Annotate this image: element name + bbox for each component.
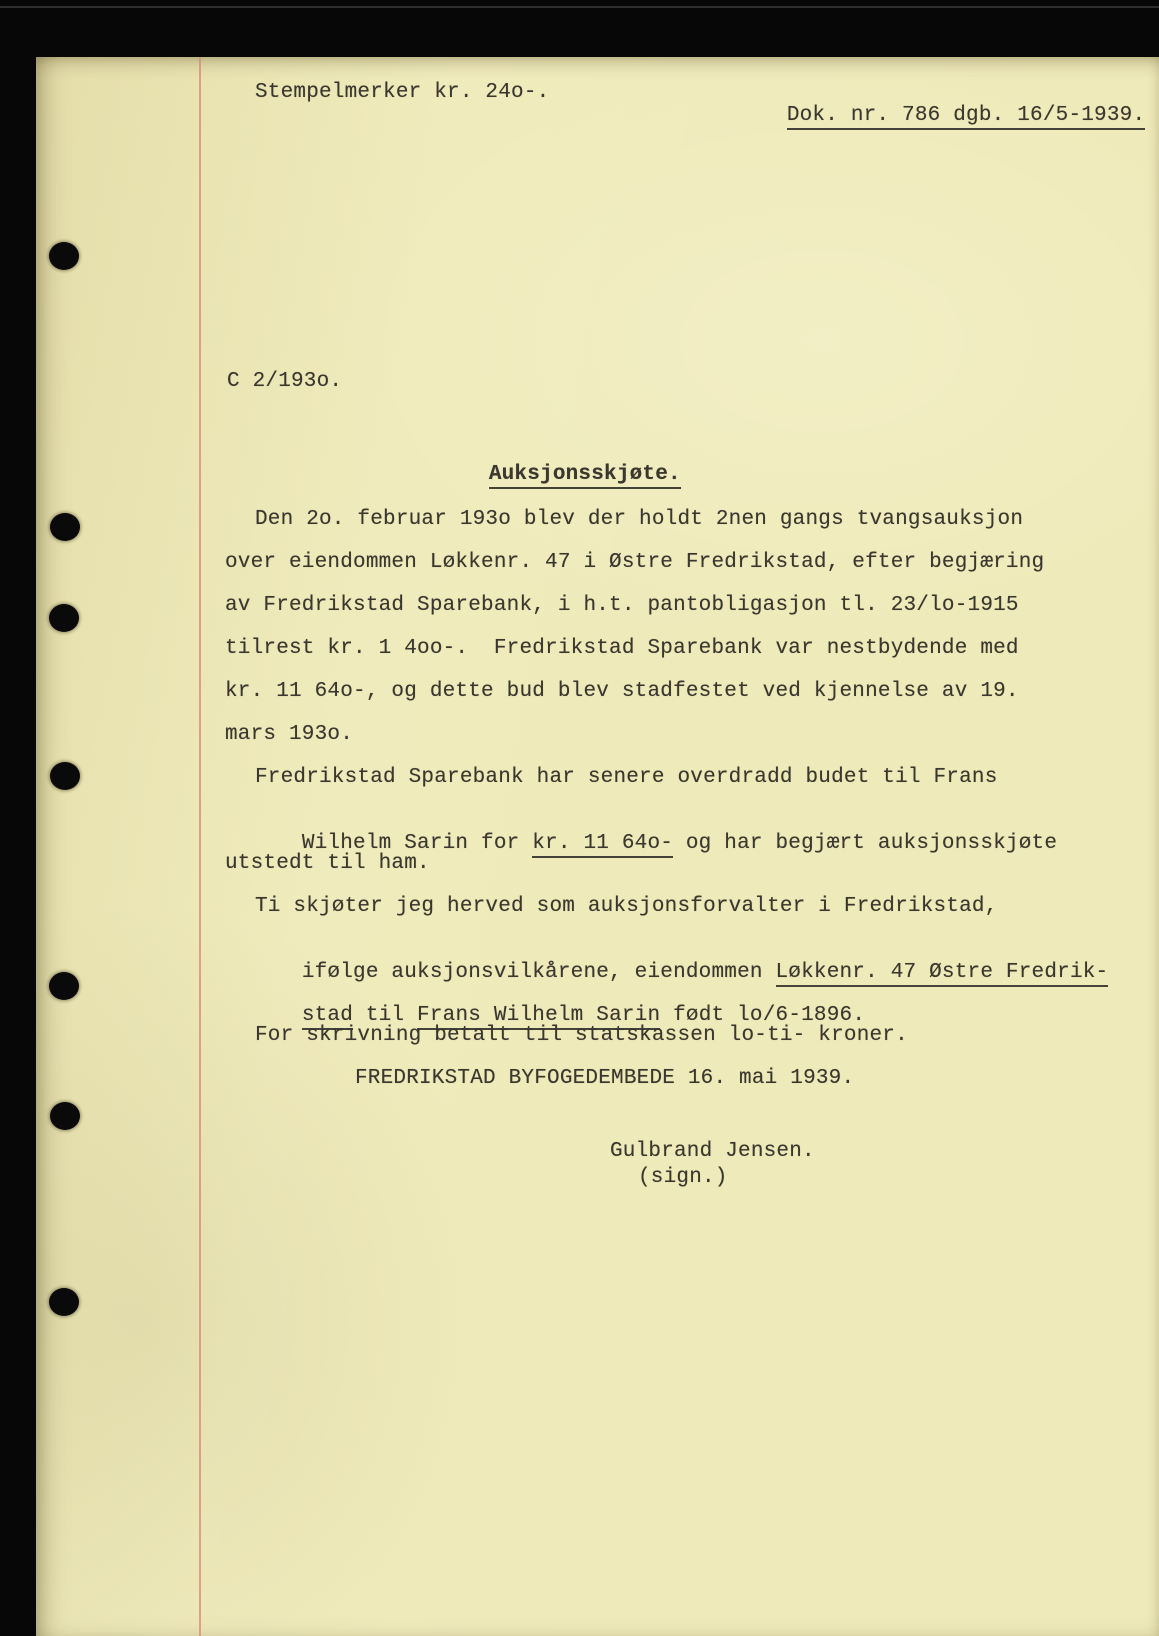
punch-hole bbox=[50, 1102, 80, 1130]
document-page bbox=[36, 57, 1159, 1636]
scan-edge-artifact bbox=[0, 6, 1159, 8]
signature-note: (sign.) bbox=[638, 1166, 728, 1189]
document-number-text: Dok. nr. 786 dgb. 16/5-1939. bbox=[787, 104, 1145, 130]
underlined-amount: kr. 11 64o- bbox=[532, 832, 673, 858]
body-text: ifølge auksjonsvilkårene, eiendommen bbox=[301, 961, 776, 984]
case-reference: C 2/193o. bbox=[227, 370, 343, 393]
body-line: mars 193o. bbox=[225, 723, 354, 746]
punch-hole bbox=[49, 242, 79, 270]
body-line: Fredrikstad Sparebank har senere overdradd budet til Frans bbox=[255, 766, 998, 789]
body-text: Wilhelm Sarin for bbox=[301, 832, 533, 855]
punch-hole bbox=[49, 1288, 79, 1316]
punch-hole bbox=[50, 513, 80, 541]
punch-hole bbox=[49, 604, 79, 632]
body-text: født lo/6-1896. bbox=[660, 1004, 866, 1027]
body-line: over eiendommen Løkkenr. 47 i Østre Fredrikstad, efter begjæring bbox=[225, 551, 1045, 574]
body-text: til bbox=[353, 1004, 418, 1027]
body-text: og har begjært auksjonsskjøte bbox=[673, 832, 1058, 855]
underlined-property: Løkkenr. 47 Østre Fredrik- bbox=[776, 961, 1109, 987]
body-line: Ti skjøter jeg herved som auksjonsforvalter i Fredrikstad, bbox=[255, 895, 998, 918]
dateline: FREDRIKSTAD BYFOGEDEMBEDE 16. mai 1939. bbox=[355, 1067, 855, 1090]
signature-name: Gulbrand Jensen. bbox=[610, 1140, 815, 1163]
red-margin-line bbox=[199, 57, 201, 1636]
underlined-buyer-name: Frans Wilhelm Sarin bbox=[417, 1004, 660, 1030]
punch-hole bbox=[50, 762, 80, 790]
body-line: tilrest kr. 1 4oo-. Fredrikstad Sparebank var nestbydende med bbox=[225, 637, 1019, 660]
body-line: utstedt til ham. bbox=[225, 852, 430, 875]
document-title bbox=[412, 440, 681, 509]
stamp-note: Stempelmerker kr. 24o-. bbox=[255, 81, 550, 104]
document-number bbox=[710, 81, 1145, 150]
body-line: kr. 11 64o-, og dette bud blev stadfestet ved kjennelse av 19. bbox=[225, 680, 1019, 703]
body-line: Den 2o. februar 193o blev der holdt 2nen gangs tvangsauksjon bbox=[255, 508, 1024, 531]
punch-hole bbox=[49, 972, 79, 1000]
body-line: av Fredrikstad Sparebank, i h.t. pantobligasjon tl. 23/lo-1915 bbox=[225, 594, 1019, 617]
body-line: For skrivning betalt til statskassen lo-ti- kroner. bbox=[255, 1024, 908, 1047]
document-title-text: Auksjonsskjøte. bbox=[489, 463, 681, 489]
underlined-property-cont: stad bbox=[302, 1004, 353, 1030]
